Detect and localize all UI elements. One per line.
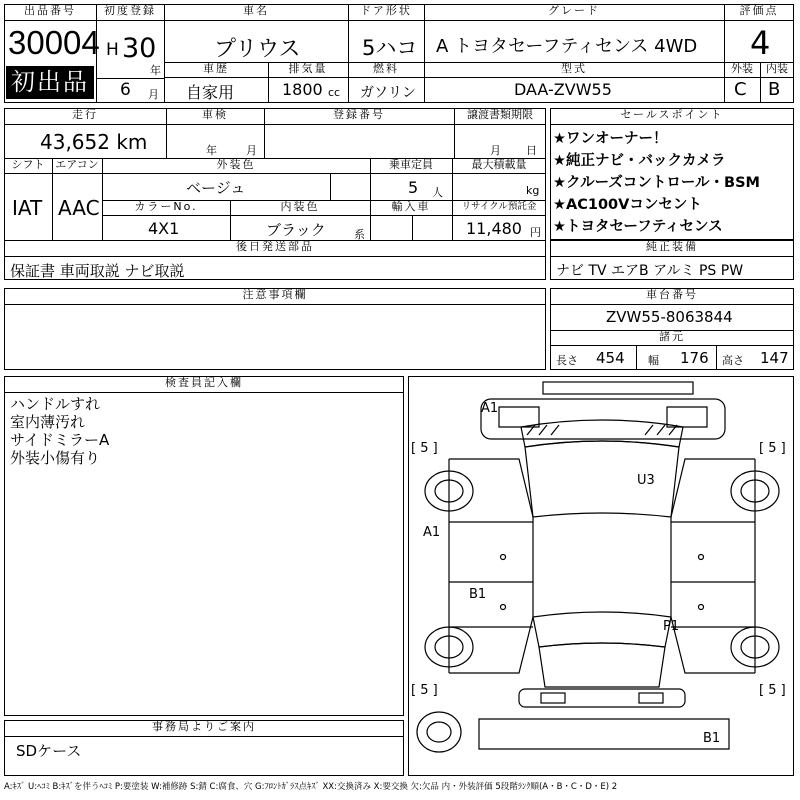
mileage: 43,652 km bbox=[40, 130, 148, 154]
model: DAA-ZVW55 bbox=[514, 80, 612, 99]
door-label: ドア形状 bbox=[348, 4, 424, 21]
inspection-month-unit: 月 bbox=[246, 144, 257, 157]
interior-grade: B bbox=[768, 79, 781, 100]
year-unit: 年 bbox=[150, 64, 161, 77]
sales-points-label: セールスポイント bbox=[550, 108, 794, 125]
equipment-label: 純正装備 bbox=[550, 240, 794, 257]
sales-point: ★AC100Vコンセント bbox=[553, 197, 702, 213]
transfer-month-unit: 月 bbox=[490, 144, 501, 157]
height-label: 高さ bbox=[722, 354, 744, 367]
car-name-label: 車名 bbox=[164, 4, 348, 21]
sales-point: ★クルーズコントロール・BSM bbox=[553, 175, 760, 191]
recycle-label: リサイクル預託金 bbox=[452, 200, 546, 216]
reg-no-label: 登録番号 bbox=[264, 108, 454, 125]
inspection-label: 車検 bbox=[166, 108, 264, 125]
aircon: AAC bbox=[58, 196, 100, 220]
length: 454 bbox=[596, 349, 625, 367]
exterior-grade: C bbox=[734, 79, 747, 100]
spec-label: 諸元 bbox=[550, 330, 794, 346]
length-label: 長さ bbox=[556, 354, 578, 367]
inspector-line: サイドミラーA bbox=[10, 431, 110, 449]
width-label: 幅 bbox=[648, 354, 659, 367]
damage-mark: A1 bbox=[423, 525, 441, 540]
tire-label-fr: [ 5 ] bbox=[759, 441, 786, 456]
score: 4 bbox=[750, 24, 771, 62]
tire-label-rl: [ 5 ] bbox=[411, 683, 438, 698]
car-diagram bbox=[408, 376, 794, 776]
height: 147 bbox=[760, 349, 789, 367]
first-reg-month: 6 bbox=[120, 80, 131, 100]
first-reg-label: 初度登録 bbox=[96, 4, 164, 21]
interior-color: ブラック bbox=[266, 221, 326, 239]
damage-mark: U3 bbox=[637, 473, 655, 488]
sales-point: ★純正ナビ・バックカメラ bbox=[553, 153, 726, 169]
displacement: 1800 bbox=[282, 80, 323, 99]
interior-label: 内装 bbox=[760, 62, 794, 78]
inspector-line: ハンドルすれ bbox=[10, 395, 101, 413]
first-reg-year: 30 bbox=[122, 33, 157, 64]
month-unit: 月 bbox=[148, 88, 159, 101]
interior-color-label: 内装色 bbox=[230, 200, 370, 216]
office-label: 事務局よりご案内 bbox=[4, 720, 404, 737]
tire-label-rr: [ 5 ] bbox=[759, 683, 786, 698]
shift: IAT bbox=[12, 196, 43, 220]
fuel-label: 燃料 bbox=[348, 62, 424, 78]
notes-label: 注意事項欄 bbox=[4, 288, 546, 305]
legend: A:ｷｽﾞ U:ﾍｺﾐ B:ｷｽﾞを伴うﾍｺﾐ P:要塗装 W:補修跡 S:錆 C:腐食、穴 G:ﾌﾛﾝﾄｶﾞﾗｽ点ｷｽﾞ XX:交換済み X:要交換 欠:欠品 内・外装評価 5段階ﾗﾝｸ順(A・B・C・D・E) 2 bbox=[4, 782, 618, 792]
equipment-value: ナビ TV エアB アルミ PS PW bbox=[556, 263, 744, 279]
cc-unit: cc bbox=[328, 86, 341, 99]
first-listing-badge: 初出品 bbox=[6, 66, 94, 99]
damage-mark: A1 bbox=[481, 401, 499, 416]
inspector-line: 室内薄汚れ bbox=[10, 413, 86, 431]
inspector-line: 外装小傷有り bbox=[10, 449, 101, 467]
history-label: 車歴 bbox=[164, 62, 268, 78]
load-unit: kg bbox=[526, 184, 540, 197]
sales-points-list bbox=[553, 128, 793, 238]
damage-mark: P1 bbox=[663, 619, 680, 634]
fuel: ガソリン bbox=[360, 85, 416, 101]
capacity: 5 bbox=[408, 178, 419, 197]
score-label: 評価点 bbox=[724, 4, 794, 21]
lot-no-label: 出品番号 bbox=[4, 4, 96, 21]
car-name: プリウス bbox=[214, 37, 301, 62]
door: 5ハコ bbox=[362, 36, 418, 60]
inspector-notes bbox=[10, 395, 109, 467]
lot-no: 30004 bbox=[8, 24, 100, 61]
import-label: 輸入車 bbox=[370, 200, 452, 216]
color: ベージュ bbox=[186, 179, 246, 197]
damage-mark: B1 bbox=[469, 587, 487, 602]
model-label: 型式 bbox=[424, 62, 724, 78]
chassis-label: 車台番号 bbox=[550, 288, 794, 305]
color-label: 外装色 bbox=[102, 158, 370, 174]
capacity-unit: 人 bbox=[432, 186, 443, 199]
sales-point: ★ワンオーナー！ bbox=[553, 131, 668, 147]
era: H bbox=[106, 40, 119, 60]
color-no-label: カラーNo. bbox=[102, 200, 230, 216]
width: 176 bbox=[680, 349, 709, 367]
office-text: SDケース bbox=[16, 742, 82, 760]
tire-label-fl: [ 5 ] bbox=[411, 441, 438, 456]
capacity-label: 乗車定員 bbox=[370, 158, 452, 174]
interior-color-unit: 系 bbox=[354, 228, 365, 241]
grade-label: グレード bbox=[424, 4, 724, 21]
later-parts: 保証書 車両取説 ナビ取説 bbox=[10, 262, 185, 280]
inspection-year-unit: 年 bbox=[206, 144, 217, 157]
inspector-label: 検査員記入欄 bbox=[4, 376, 404, 393]
color-no: 4X1 bbox=[148, 219, 180, 238]
damage-mark: B1 bbox=[703, 731, 721, 746]
sales-point: ★トヨタセーフティセンス bbox=[553, 219, 723, 235]
mileage-label: 走行 bbox=[4, 108, 166, 125]
recycle: 11,480 bbox=[466, 219, 522, 238]
aircon-label: エアコン bbox=[52, 158, 102, 174]
recycle-unit: 円 bbox=[530, 226, 541, 239]
shift-label: シフト bbox=[4, 158, 52, 174]
history: 自家用 bbox=[186, 83, 235, 102]
chassis-value: ZVW55-8063844 bbox=[606, 308, 733, 326]
load-label: 最大積載量 bbox=[452, 158, 546, 174]
later-parts-label: 後日発送部品 bbox=[4, 240, 546, 257]
displacement-label: 排気量 bbox=[268, 62, 348, 78]
transfer-label: 譲渡書類期限 bbox=[454, 108, 546, 125]
grade: A トヨタセーフティセンス 4WD bbox=[436, 36, 698, 57]
transfer-day-unit: 日 bbox=[526, 144, 537, 157]
exterior-label: 外装 bbox=[724, 62, 760, 78]
